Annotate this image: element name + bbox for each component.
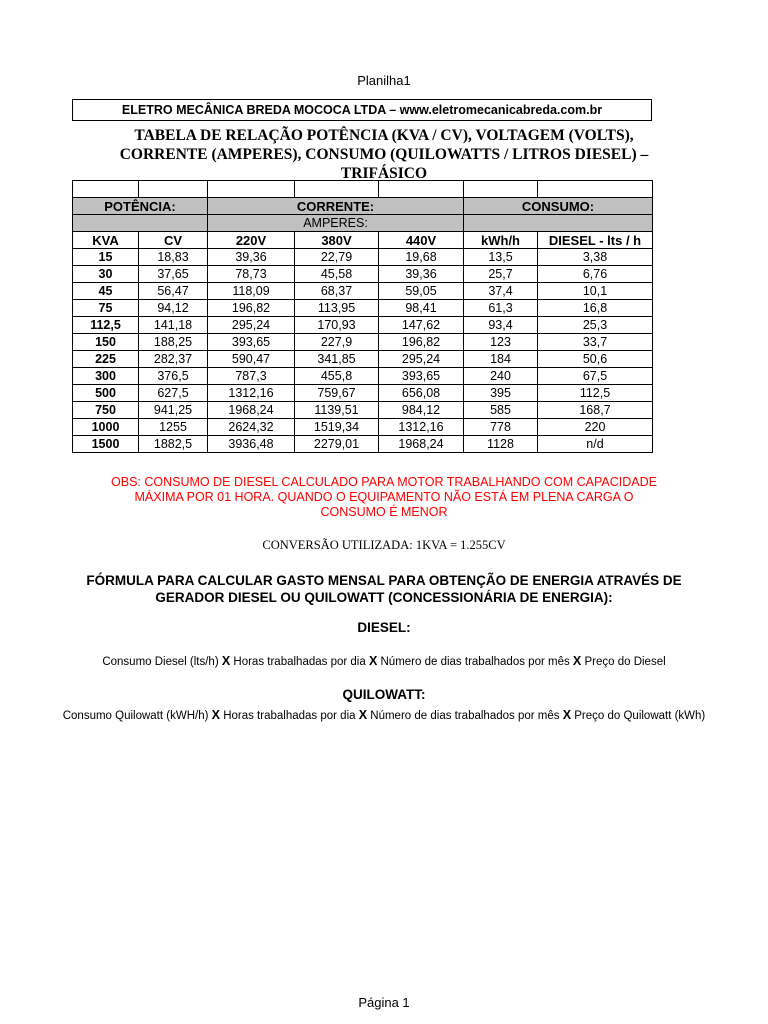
table-cell: 78,73 <box>208 266 295 283</box>
table-cell: 282,37 <box>139 351 208 368</box>
diesel-title: DIESEL: <box>357 620 411 635</box>
sheet-name: Planilha1 <box>357 73 411 88</box>
table-cell: 10,1 <box>538 283 653 300</box>
column-header: 440V <box>379 232 464 249</box>
table-cell: 1139,51 <box>295 402 379 419</box>
formula-term: Preço do Quilowatt (kWh) <box>574 710 706 722</box>
table-cell: 19,68 <box>379 249 464 266</box>
table-cell: 1882,5 <box>139 436 208 453</box>
table-cell <box>379 181 464 198</box>
table-cell: n/d <box>538 436 653 453</box>
kva-cell: 75 <box>73 300 139 317</box>
quilowatt-title: QUILOWATT: <box>342 687 426 702</box>
conversion-note: CONVERSÃO UTILIZADA: 1KVA = 1.255CV <box>262 538 506 552</box>
table-cell <box>139 181 208 198</box>
table-cell: 984,12 <box>379 402 464 419</box>
formula-term: Número de dias trabalhados por mês <box>370 710 560 722</box>
table-cell: 39,36 <box>208 249 295 266</box>
column-header: DIESEL - lts / h <box>538 232 653 249</box>
table-cell <box>538 181 653 198</box>
formula-term: Consumo Diesel (lts/h) <box>102 656 219 668</box>
table-cell: 2279,01 <box>295 436 379 453</box>
kva-cell: 30 <box>73 266 139 283</box>
table-row <box>73 368 653 385</box>
obs-line: CONSUMO É MENOR <box>320 505 448 519</box>
kva-cell: 1000 <box>73 419 139 436</box>
table-cell: 6,76 <box>538 266 653 283</box>
table-cell: 33,7 <box>538 334 653 351</box>
table-cell: 1968,24 <box>208 402 295 419</box>
table-cell: 39,36 <box>379 266 464 283</box>
table-cell: 113,95 <box>295 300 379 317</box>
table-cell: 295,24 <box>379 351 464 368</box>
table-row <box>73 402 653 419</box>
kva-cell: 300 <box>73 368 139 385</box>
kva-cell: 750 <box>73 402 139 419</box>
table-cell: 13,5 <box>464 249 538 266</box>
column-header-row <box>73 232 653 249</box>
table-cell: 112,5 <box>538 385 653 402</box>
table-cell: 67,5 <box>538 368 653 385</box>
table-cell: 16,8 <box>538 300 653 317</box>
kva-cell: 500 <box>73 385 139 402</box>
column-header: 380V <box>295 232 379 249</box>
obs-line: MÁXIMA POR 01 HORA. QUANDO O EQUIPAMENTO NÃO ESTÁ EM PLENA CARGA O <box>134 490 634 504</box>
formula-title <box>60 572 708 606</box>
table-cell: 184 <box>464 351 538 368</box>
kva-cell: 112,5 <box>73 317 139 334</box>
table-cell <box>208 181 295 198</box>
table-row <box>73 385 653 402</box>
table-cell: 147,62 <box>379 317 464 334</box>
title-line: CORRENTE (AMPERES), CONSUMO (QUILOWATTS / LITROS DIESEL) – <box>119 146 649 163</box>
page-number: Página 1 <box>358 995 410 1010</box>
table-cell: 1519,34 <box>295 419 379 436</box>
table-cell: 68,37 <box>295 283 379 300</box>
table-row <box>73 249 653 266</box>
table-cell: 1128 <box>464 436 538 453</box>
blank-row <box>73 181 653 198</box>
table-cell: 590,47 <box>208 351 295 368</box>
power-table <box>72 180 653 453</box>
column-header: 220V <box>208 232 295 249</box>
formula-term: Consumo Quilowatt (kWH/h) <box>62 710 209 722</box>
kva-cell: 1500 <box>73 436 139 453</box>
formula-term: Número de dias trabalhados por mês <box>380 656 570 668</box>
table-row <box>73 351 653 368</box>
obs-note <box>60 475 708 520</box>
column-header: CV <box>139 232 208 249</box>
table-cell: 93,4 <box>464 317 538 334</box>
table-cell <box>295 181 379 198</box>
table-row <box>73 300 653 317</box>
table-cell: 240 <box>464 368 538 385</box>
table-cell: 118,09 <box>208 283 295 300</box>
table-cell: 2624,32 <box>208 419 295 436</box>
kva-cell: 15 <box>73 249 139 266</box>
table-cell: 168,7 <box>538 402 653 419</box>
table-cell: 376,5 <box>139 368 208 385</box>
formula-operator: X <box>368 654 378 668</box>
group-header-corrente: CORRENTE: <box>208 198 464 215</box>
title-line: TRIFÁSICO <box>340 165 428 182</box>
group-header-consumo: CONSUMO: <box>464 198 653 215</box>
table-cell: 395 <box>464 385 538 402</box>
table-cell: 3,38 <box>538 249 653 266</box>
table-cell: 656,08 <box>379 385 464 402</box>
table-cell: 778 <box>464 419 538 436</box>
table-cell: 98,41 <box>379 300 464 317</box>
table-cell: 227,9 <box>295 334 379 351</box>
kva-cell: 45 <box>73 283 139 300</box>
table-cell: 37,65 <box>139 266 208 283</box>
table-cell: 220 <box>538 419 653 436</box>
formula-term: Horas trabalhadas por dia <box>223 710 356 722</box>
table-cell: 585 <box>464 402 538 419</box>
table-cell: 1312,16 <box>208 385 295 402</box>
table-row <box>73 283 653 300</box>
table-cell: 455,8 <box>295 368 379 385</box>
formula-operator: X <box>358 708 368 722</box>
kva-cell: 225 <box>73 351 139 368</box>
group-header-potencia: POTÊNCIA: <box>73 198 208 215</box>
column-header: kWh/h <box>464 232 538 249</box>
title-line: TABELA DE RELAÇÃO POTÊNCIA (KVA / CV), VOLTAGEM (VOLTS), <box>134 127 634 144</box>
quilowatt-formula <box>60 708 708 723</box>
amperes-row <box>73 215 653 232</box>
table-cell: 170,93 <box>295 317 379 334</box>
table-cell: 941,25 <box>139 402 208 419</box>
table-cell: 61,3 <box>464 300 538 317</box>
table-cell: 37,4 <box>464 283 538 300</box>
table-cell: 25,7 <box>464 266 538 283</box>
formula-operator: X <box>211 708 220 722</box>
table-cell: 1968,24 <box>379 436 464 453</box>
table-cell: 787,3 <box>208 368 295 385</box>
table-cell: 1255 <box>139 419 208 436</box>
table-cell: 196,82 <box>379 334 464 351</box>
table-cell: 25,3 <box>538 317 653 334</box>
table-cell <box>464 181 538 198</box>
table-cell: 1312,16 <box>379 419 464 436</box>
table-cell <box>464 215 653 232</box>
amperes-label: AMPERES: <box>208 215 464 232</box>
power-table-body <box>73 181 653 453</box>
table-cell: 196,82 <box>208 300 295 317</box>
formula-title-line: FÓRMULA PARA CALCULAR GASTO MENSAL PARA OBTENÇÃO DE ENERGIA ATRAVÉS DE <box>86 573 682 588</box>
table-cell: 627,5 <box>139 385 208 402</box>
table-cell <box>73 181 139 198</box>
formula-operator: X <box>221 654 231 668</box>
formula-operator: X <box>562 708 572 722</box>
table-row <box>73 436 653 453</box>
table-cell: 341,85 <box>295 351 379 368</box>
table-cell: 59,05 <box>379 283 464 300</box>
table-cell: 50,6 <box>538 351 653 368</box>
kva-cell: 150 <box>73 334 139 351</box>
table-cell: 18,83 <box>139 249 208 266</box>
table-cell: 188,25 <box>139 334 208 351</box>
table-cell: 45,58 <box>295 266 379 283</box>
diesel-formula <box>60 654 708 669</box>
table-cell: 295,24 <box>208 317 295 334</box>
table-cell: 141,18 <box>139 317 208 334</box>
table-cell: 123 <box>464 334 538 351</box>
table-cell: 393,65 <box>208 334 295 351</box>
group-header-row <box>73 198 653 215</box>
table-row <box>73 334 653 351</box>
formula-term: Horas trabalhadas por dia <box>233 656 366 668</box>
formula-term: Preço do Diesel <box>584 656 666 668</box>
formula-title-line: GERADOR DIESEL OU QUILOWATT (CONCESSIONÁRIA DE ENERGIA): <box>155 590 613 605</box>
table-cell: 759,67 <box>295 385 379 402</box>
table-row <box>73 317 653 334</box>
table-cell: 22,79 <box>295 249 379 266</box>
column-header: KVA <box>73 232 139 249</box>
table-cell: 3936,48 <box>208 436 295 453</box>
table-cell <box>73 215 208 232</box>
formula-operator: X <box>572 654 582 668</box>
table-row <box>73 266 653 283</box>
table-title <box>60 126 708 183</box>
obs-line: OBS: CONSUMO DE DIESEL CALCULADO PARA MOTOR TRABALHANDO COM CAPACIDADE <box>111 475 657 489</box>
company-line: ELETRO MECÂNICA BREDA MOCOCA LTDA – www.eletromecanicabreda.com.br <box>72 99 652 121</box>
table-cell: 94,12 <box>139 300 208 317</box>
table-row <box>73 419 653 436</box>
table-cell: 393,65 <box>379 368 464 385</box>
table-cell: 56,47 <box>139 283 208 300</box>
